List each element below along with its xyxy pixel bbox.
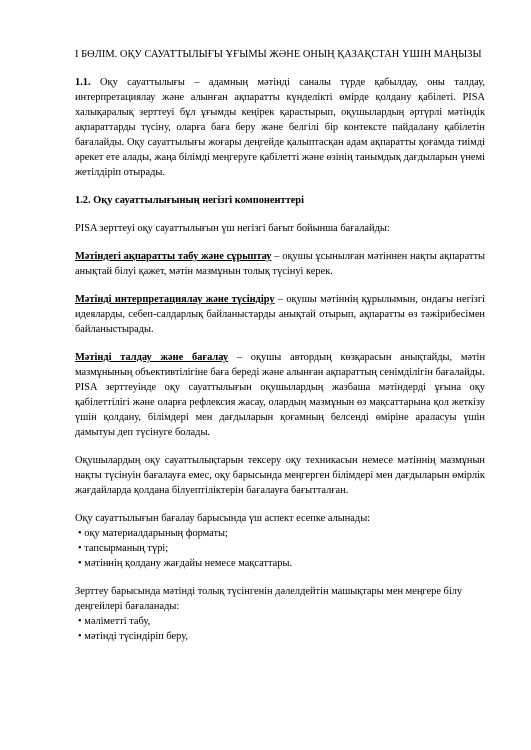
- document-body: [75, 47, 485, 644]
- aspects-list: [75, 526, 485, 571]
- chapter-title: I БӨЛІМ. ОҚУ САУАТТЫЛЫҒЫ ҰҒЫМЫ ЖӘНЕ ОНЫҢ ҚАЗАҚСТАН ҮШІН МАҢЫЗЫ: [75, 49, 482, 60]
- component-term-1: Мәтіндегі ақпаратты табу және сұрыптау: [75, 251, 272, 262]
- component-paragraph-3: [75, 350, 485, 380]
- assessment-paragraph: Оқушылардың оқу сауаттылықтарын тексеру оқу техникасын немесе мәтіннің мазмұнын нақты түсінуін бағалауға емес, оқу барысында меңгерген білімдері мен дағдыларын өмірлік жағдайларда қолдана білуептіліктерін бағалауға бағытталған.: [75, 455, 485, 496]
- section-1-1-text: Оқу сауаттылығы – адамның мәтінді саналы түрде қабылдау, оны талдау, интерпретациялау және алынған ақпаратты күнделікті өмірде қолдану қабілеті. PISA халықаралық зерттеуі бұл ұғымды кеңірек қарастырып, оқушылардың әртүрлі мәтіндік ақпараттарды түсіну, оларға баға беру және белгілі бір контекстe пайдалану қабілетін бағалайды. Оқу сауаттылығы жоғары деңгейде қалыптасқан адам ақпаратты қоғамда тиімді әрекет ете алады, жаңа білімді меңгеруге қабілетті және өзінің танымдық дағдыларын үнемі жетілдіріп отырады.: [75, 77, 485, 178]
- component-text-2: – оқушы мәтіннің құрылымын, ондағы негізгі идеяларды, себеп-салдарлық байланыстарды анықтай отырып, ақпаратты өз тәжірибесімен байланыстырады.: [75, 294, 485, 335]
- aspects-intro: Оқу сауаттылығын бағалау барысында үш аспект есепке алынады:: [75, 513, 371, 524]
- component-paragraph-2: [75, 292, 485, 337]
- list-item: • тапсырманың түрі;: [75, 541, 485, 556]
- pisa-paragraph: PISA зерттеуінде оқу сауаттылығын оқушылардың жазбаша мәтіндерді ұғына оқу қабілеттілігі және оларға рефлексия жасау, олардың мазмұнын өз мақсаттарына қол жеткізу үшін қолдану, білімдері мен дағдыларын қоғамның белсенді өміріне араласуы үшін дамытуы деп түсінуге болады.: [75, 382, 485, 438]
- component-term-2: Мәтінді интерпретациялау және түсіндіру: [75, 294, 275, 305]
- section-1-1-number: 1.1.: [75, 77, 91, 88]
- levels-list: [75, 614, 485, 644]
- component-paragraph-1: [75, 249, 485, 279]
- list-item: • оқу материалдарының форматы;: [75, 526, 485, 541]
- list-item: • мәліметті табу,: [75, 614, 485, 629]
- list-item: • мәтіннің қолдану жағдайы немесе мақсаттары.: [75, 556, 485, 571]
- component-text-1: – оқушы ұсынылған мәтіннен нақты ақпаратты анықтай білуі қажет, мәтін мазмұнын толық түсінуі керек.: [75, 251, 485, 277]
- levels-intro: Зерттеу барысында мәтінді толық түсінгенін дәлелдейтін машықтары мен меңгере білу деңгейлері бағаланады:: [75, 586, 463, 612]
- section-1-2-intro: PISA зерттеуі оқу сауаттылығын үш негізгі бағыт бойынша бағалайды:: [75, 223, 390, 234]
- list-item: • мәтінді түсіндіріп беру,: [75, 629, 485, 644]
- component-term-3: Мәтінді талдау және бағалау: [75, 352, 229, 363]
- section-1-1-paragraph: [75, 75, 485, 180]
- component-text-3: – оқушы автордың көзқарасын анықтайды, мәтін мазмұнының объективтілігіне баға береді және алынған ақпараттың сенімділігін бағалайды.: [75, 352, 485, 378]
- section-1-2-heading: 1.2. Оқу сауаттылығының негізгі компоненттері: [75, 195, 304, 206]
